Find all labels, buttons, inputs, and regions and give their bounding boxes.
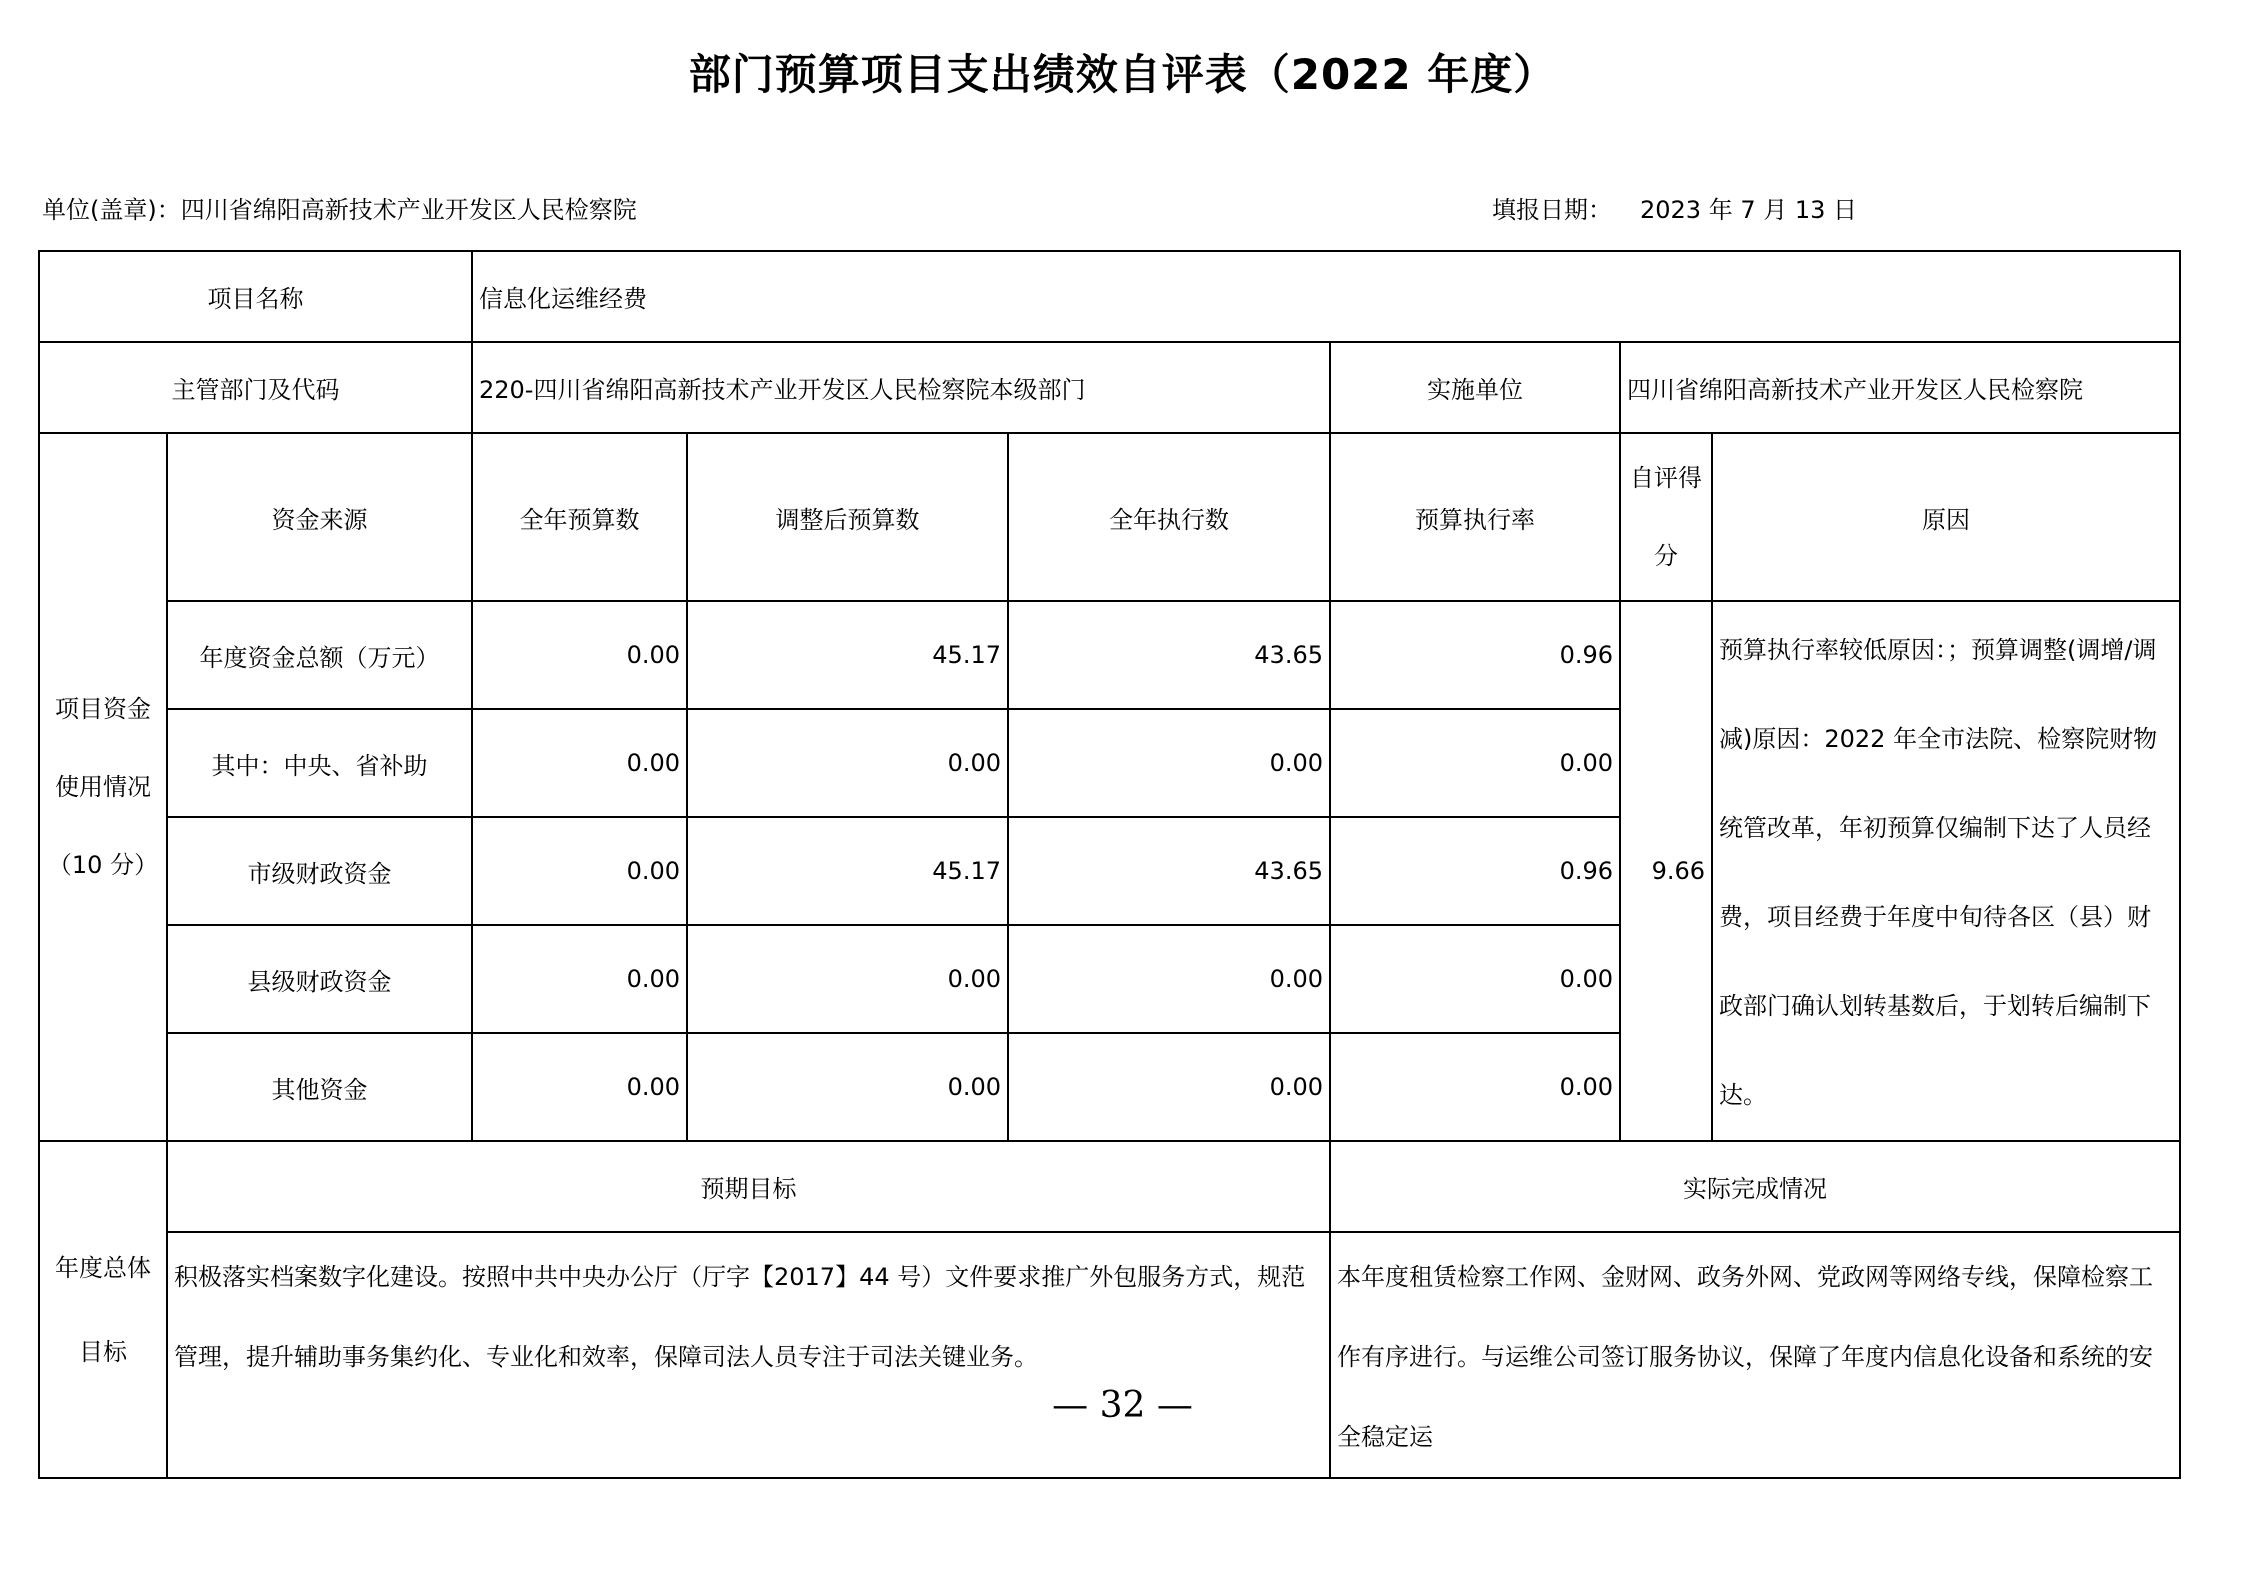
row-annual-budget: 0.00: [472, 925, 687, 1033]
actual-completion-header: 实际完成情况: [1330, 1141, 2180, 1232]
reason-text: 预算执行率较低原因：；预算调整(调增/调减)原因：2022 年全市法院、检察院财物统管改革，年初预算仅编制下达了人员经费，项目经费于年度中旬待各区（县）财政部门确认划转基数后，于划转后编制下达。: [1712, 601, 2180, 1141]
row-exec-rate: 0.96: [1330, 817, 1620, 925]
header-score-line: 分: [1654, 542, 1678, 570]
row-exec-rate: 0.00: [1330, 709, 1620, 817]
row-source: 县级财政资金: [167, 925, 472, 1033]
fill-date-value: 2023 年 7 月 13 日: [1640, 196, 1858, 224]
header-adjusted-budget: 调整后预算数: [687, 433, 1008, 601]
row-adjusted-budget: 0.00: [687, 925, 1008, 1033]
expected-goal-text: 积极落实档案数字化建设。按照中共中央办公厅（厅字【2017】44 号）文件要求推广外包服务方式，规范管理，提升辅助事务集约化、专业化和效率，保障司法人员专注于司法关键业务。: [167, 1232, 1330, 1478]
row-annual-exec: 0.00: [1008, 709, 1330, 817]
goal-header-row: [39, 1141, 2180, 1232]
impl-value: 四川省绵阳高新技术产业开发区人民检察院: [1620, 342, 2180, 433]
goal-text-row: [39, 1232, 2180, 1478]
actual-completion-text: 本年度租赁检察工作网、金财网、政务外网、党政网等网络专线，保障检察工作有序进行。与运维公司签订服务协议，保障了年度内信息化设备和系统的安全稳定运: [1330, 1232, 2180, 1478]
page-number: — 32 —: [1052, 1385, 1193, 1426]
row-annual-budget: 0.00: [472, 709, 687, 817]
row-source: 其中：中央、省补助: [167, 709, 472, 817]
row-annual-exec: 0.00: [1008, 1033, 1330, 1141]
page-title: 部门预算项目支出绩效自评表（2022 年度）: [688, 50, 1557, 99]
table-row: [39, 601, 2180, 709]
funds-section-line: 项目资金: [55, 695, 151, 723]
header-source: 资金来源: [167, 433, 472, 601]
row-adjusted-budget: 0.00: [687, 709, 1008, 817]
funds-section-line: 使用情况: [55, 773, 151, 801]
dept-label: 主管部门及代码: [39, 342, 472, 433]
row-adjusted-budget: 0.00: [687, 1033, 1008, 1141]
project-name-value: 信息化运维经费: [472, 251, 2180, 342]
row-annual-exec: 43.65: [1008, 601, 1330, 709]
annual-goal-line: 年度总体: [55, 1253, 151, 1282]
row-annual-exec: 0.00: [1008, 925, 1330, 1033]
row-adjusted-budget: 45.17: [687, 817, 1008, 925]
funds-section-line: （10 分）: [47, 851, 159, 879]
row-exec-rate: 0.00: [1330, 925, 1620, 1033]
header-exec-rate: 预算执行率: [1330, 433, 1620, 601]
row-annual-budget: 0.00: [472, 817, 687, 925]
row-source: 其他资金: [167, 1033, 472, 1141]
row-exec-rate: 0.00: [1330, 1033, 1620, 1141]
header-score: [1620, 433, 1712, 601]
project-name-row: [39, 251, 2180, 342]
row-annual-exec: 43.65: [1008, 817, 1330, 925]
department-row: [39, 342, 2180, 433]
score-value: 9.66: [1620, 601, 1712, 1141]
row-annual-budget: 0.00: [472, 601, 687, 709]
fill-date-label: 填报日期：: [1492, 196, 1612, 224]
header-annual-budget: 全年预算数: [472, 433, 687, 601]
header-reason: 原因: [1712, 433, 2180, 601]
expected-goal-header: 预期目标: [167, 1141, 1330, 1232]
row-source: 市级财政资金: [167, 817, 472, 925]
row-annual-budget: 0.00: [472, 1033, 687, 1141]
annual-goal-line: 目标: [79, 1337, 127, 1366]
funds-header-row: [39, 433, 2180, 601]
impl-label: 实施单位: [1330, 342, 1620, 433]
annual-goal-label: [39, 1141, 167, 1478]
row-source: 年度资金总额（万元）: [167, 601, 472, 709]
project-name-label: 项目名称: [39, 251, 472, 342]
funds-section-label: [39, 433, 167, 1141]
row-adjusted-budget: 45.17: [687, 601, 1008, 709]
header-score-line: 自评得: [1630, 464, 1702, 492]
unit-label: 单位(盖章)：四川省绵阳高新技术产业开发区人民检察院: [42, 196, 637, 224]
performance-table: [38, 250, 2181, 1479]
fill-date: [1492, 190, 1857, 225]
row-exec-rate: 0.96: [1330, 601, 1620, 709]
header-annual-exec: 全年执行数: [1008, 433, 1330, 601]
dept-value: 220-四川省绵阳高新技术产业开发区人民检察院本级部门: [472, 342, 1330, 433]
